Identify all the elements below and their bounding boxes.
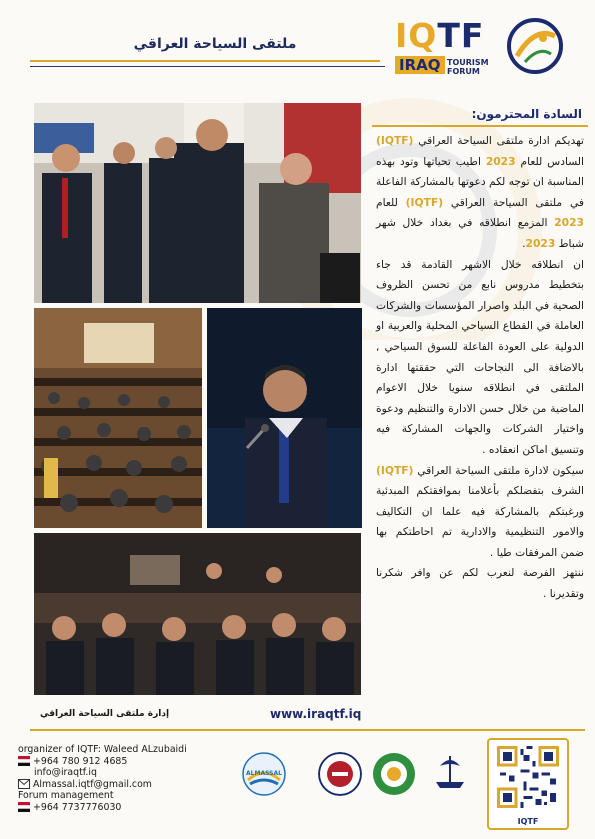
qr-code-box[interactable] bbox=[487, 738, 569, 830]
photo-speaker bbox=[207, 308, 362, 528]
association-logo-icon bbox=[318, 752, 362, 796]
green-org-logo-icon bbox=[372, 752, 416, 796]
letter-paragraph bbox=[376, 131, 584, 255]
photo-audience-hall bbox=[34, 308, 202, 528]
body-text-segment: للعام bbox=[376, 195, 406, 209]
qr-label: IQTF bbox=[517, 817, 539, 826]
forum-mgmt-text: Forum management bbox=[18, 790, 114, 801]
phone2-row bbox=[18, 802, 228, 814]
ministry-logo-icon bbox=[428, 752, 472, 796]
website-link[interactable]: www.iraqtf.iq bbox=[270, 707, 362, 721]
footer-gold-line bbox=[30, 729, 585, 731]
email2-text[interactable]: Almassal.iqtf@gmail.com bbox=[33, 778, 152, 790]
flag-icon bbox=[18, 802, 30, 812]
body-text-segment: . bbox=[522, 236, 526, 250]
body-text-segment: المزمع انطلاقه في بغداد خلال شهر شباط bbox=[376, 216, 584, 250]
header-gold-line bbox=[30, 60, 380, 62]
logo-subtitle bbox=[447, 58, 489, 76]
body-text-segment: تهديكم ادارة ملتقى السياحة العراقي bbox=[413, 134, 584, 147]
forum-title: ملتقى السياحة العراقي bbox=[133, 36, 297, 52]
body-text-segment: سيكون لادارة ملتقى السياحة العراقي bbox=[413, 463, 584, 477]
phone1-text[interactable]: +964 780 912 4685 bbox=[33, 755, 128, 767]
phone1-row bbox=[18, 756, 228, 768]
flag-icon bbox=[18, 756, 30, 766]
logo-iraq: IRAQ bbox=[395, 56, 445, 74]
management-signature: إدارة ملتقى السياحة العراقي bbox=[40, 709, 170, 719]
logo-emblem-icon bbox=[505, 16, 565, 76]
contact-info bbox=[18, 744, 228, 813]
letter-paragraph bbox=[376, 563, 584, 604]
salutation: السادة المحترمون: bbox=[372, 103, 588, 127]
body-text-segment: ان انطلاقه خلال الاشهر القادمة قد جاء بتخطيط مدروس نابع من تحسن الظروف الصحية في البلد واصرار المؤسسات والشركات العاملة في القطاع السياحي المحلية والعربية او الدولية على العودة الفاعلة للسوق السياحي , بالاضافة الى النجاحات التي حققتها ادارة الملتقى في انطلاقه سنويا خلال الاعوام الماضية من خلال حسن الادارة والتنظيم ودعوة واختيار الشركات والجهات المشاركة فيه وتنسيق اماكن انعقاده . bbox=[376, 257, 584, 456]
mail-icon bbox=[18, 779, 30, 789]
highlight-text: (IQTF) bbox=[405, 195, 444, 209]
organizer-row bbox=[18, 744, 228, 756]
iqtf-logo bbox=[395, 14, 575, 82]
logo-iq: IQ bbox=[395, 16, 438, 55]
photo-seated-officials bbox=[34, 533, 361, 695]
letter-paragraph bbox=[376, 255, 584, 461]
logo-wordmark bbox=[395, 16, 484, 55]
email1-row bbox=[18, 767, 228, 779]
phone2-text[interactable]: +964 7737776030 bbox=[33, 801, 122, 813]
email2-row bbox=[18, 779, 228, 791]
highlight-text: 2023 bbox=[554, 216, 584, 230]
body-text-segment: الشرف بتفضلكم بأعلامنا بموافقتكم المبدئية ورغبتكم بالمشاركة فيه علما ان التكاليف والامور التنظيمية والادارية تم احاطتكم بها ضمن المرفقات طيا . bbox=[376, 484, 584, 559]
logo-sub-forum: FORUM bbox=[447, 67, 480, 76]
body-text-segment: ننتهز الفرصة لنعرب لكم عن وافر شكرنا وتقديرنا . bbox=[376, 566, 584, 601]
body-text-segment: اطيب تحياتها وتود بهذه المناسبة ان توجه لكم دعوتها بالمشاركة الفاعلة في ملتقى السياحة العراقي bbox=[376, 154, 584, 209]
letter-body bbox=[372, 131, 588, 605]
header-navy-line bbox=[30, 66, 385, 67]
email1-text[interactable]: info@iraqtf.iq bbox=[34, 767, 97, 778]
letter-paragraph bbox=[376, 461, 584, 564]
highlight-text: (IQTF) bbox=[376, 134, 414, 147]
logo-tf: TF bbox=[437, 16, 485, 55]
letter-text-column bbox=[372, 103, 588, 605]
page-header bbox=[0, 0, 595, 100]
logo-sub-tourism: TOURISM bbox=[447, 58, 489, 67]
highlight-text: 2023 bbox=[525, 236, 556, 250]
body-text-segment: السادس للعام bbox=[515, 154, 584, 168]
highlight-text: 2023 bbox=[485, 154, 516, 168]
highlight-text: (IQTF) bbox=[376, 463, 414, 477]
almassal-caption: ALMASSAL bbox=[246, 770, 282, 777]
forum-mgmt-row bbox=[18, 790, 228, 802]
organizer-text: organizer of IQTF: Waleed ALzubaidi bbox=[18, 744, 187, 755]
qr-code-icon bbox=[497, 746, 559, 808]
photo-handshake bbox=[34, 103, 361, 303]
